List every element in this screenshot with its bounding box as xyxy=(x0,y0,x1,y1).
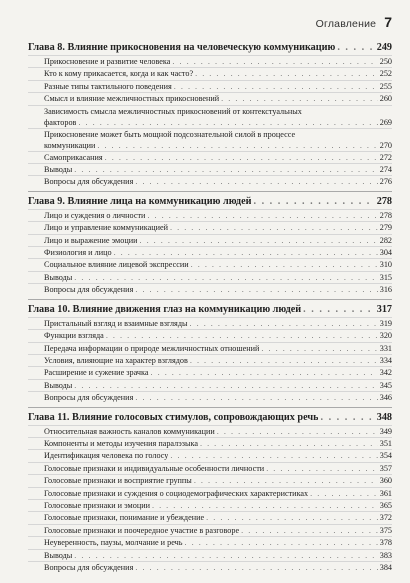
toc-entry[interactable] xyxy=(28,209,392,221)
entry-title: Голосовые признаки и эмоции xyxy=(44,500,150,510)
chapter-title: Глава 11. Влияние голосовых стимулов, сопровождающих речь xyxy=(28,411,319,423)
entry-page: 345 xyxy=(379,380,392,390)
leader-dots xyxy=(303,303,375,316)
toc-entry[interactable] xyxy=(28,329,392,341)
toc-entry[interactable] xyxy=(28,379,392,391)
entry-page: 250 xyxy=(379,57,392,66)
toc-entry[interactable] xyxy=(28,499,392,511)
toc-entry[interactable] xyxy=(28,80,392,92)
entry-page: 316 xyxy=(379,285,392,295)
leader-dots xyxy=(151,367,378,378)
entry-title: Неуверенность, паузы, молчание и речь xyxy=(44,538,183,548)
leader-dots xyxy=(74,164,377,175)
toc-entry[interactable] xyxy=(28,105,392,128)
entry-page: 304 xyxy=(379,248,392,258)
toc-entry[interactable] xyxy=(28,437,392,449)
toc-entry[interactable] xyxy=(28,536,392,548)
entry-page: 346 xyxy=(379,393,392,403)
chapter-heading[interactable] xyxy=(28,195,392,208)
entry-page: 252 xyxy=(379,69,392,79)
entry-title: Выводы xyxy=(44,380,73,390)
chapter-title: Глава 10. Влияние движения глаз на коммуникацию людей xyxy=(28,303,302,315)
toc-entry[interactable] xyxy=(28,549,392,561)
entry-title: Выводы xyxy=(44,272,73,282)
entry-title: Вопросы для обсуждения xyxy=(44,393,134,403)
entry-title: Выводы xyxy=(44,550,73,560)
entry-page: 278 xyxy=(379,210,392,220)
leader-dots xyxy=(170,222,378,233)
toc-entry[interactable] xyxy=(28,354,392,366)
leader-dots xyxy=(172,56,377,67)
entry-page: 255 xyxy=(379,81,392,91)
toc-entry[interactable] xyxy=(28,258,392,270)
toc-chapter xyxy=(28,408,392,577)
leader-dots xyxy=(97,140,377,151)
entry-title: Выводы xyxy=(44,165,73,175)
chapter-title: Глава 9. Влияние лица на коммуникацию людей xyxy=(28,195,252,207)
toc-chapter xyxy=(28,38,392,192)
toc-entry[interactable] xyxy=(28,221,392,233)
chapter-heading[interactable] xyxy=(28,411,392,424)
entry-page: 351 xyxy=(379,438,392,448)
entry-page: 334 xyxy=(379,355,392,365)
toc-entry[interactable] xyxy=(28,175,392,187)
running-head-title: Оглавление xyxy=(315,18,377,30)
entry-page: 269 xyxy=(379,117,392,127)
entry-title: Условия, влияющие на характер взглядов xyxy=(44,355,188,365)
entry-page: 383 xyxy=(379,550,392,560)
toc-entry[interactable] xyxy=(28,55,392,67)
leader-dots xyxy=(200,438,378,449)
toc-chapter xyxy=(28,192,392,300)
entry-title: Физиология и лицо xyxy=(44,248,112,258)
toc-entry[interactable] xyxy=(28,391,392,403)
leader-dots xyxy=(170,450,377,461)
entry-title: Расширение и сужение зрачка xyxy=(44,368,149,378)
leader-dots xyxy=(105,152,378,163)
leader-dots xyxy=(147,210,377,221)
leader-dots xyxy=(174,81,378,92)
leader-dots xyxy=(253,195,374,208)
toc-entry[interactable] xyxy=(28,487,392,499)
toc-entry[interactable] xyxy=(28,234,392,246)
entry-page: 272 xyxy=(379,152,392,162)
entry-title: Голосовые признаки и суждения о социодемографических характеристиках xyxy=(44,488,309,498)
entry-title: Идентификация человека по голосу xyxy=(44,451,169,461)
toc-entry[interactable] xyxy=(28,449,392,461)
entry-page: 357 xyxy=(379,463,392,473)
entry-title: Прикосновение и развитие человека xyxy=(44,57,171,66)
toc-entry[interactable] xyxy=(28,524,392,536)
entry-page: 360 xyxy=(379,476,392,486)
entry-title: Функции взгляда xyxy=(44,331,104,341)
toc-entry[interactable] xyxy=(28,163,392,175)
leader-dots xyxy=(78,117,377,128)
toc-entry[interactable] xyxy=(28,128,392,151)
entry-page: 320 xyxy=(379,331,392,341)
toc-entry[interactable] xyxy=(28,342,392,354)
leader-dots xyxy=(320,411,374,424)
leader-dots xyxy=(310,488,378,499)
entry-title: Социальное влияние лицевой экспрессии xyxy=(44,260,189,270)
leader-dots xyxy=(190,318,378,329)
entry-page: 276 xyxy=(379,177,392,187)
leader-dots xyxy=(139,235,377,246)
toc-entry[interactable] xyxy=(28,366,392,378)
entry-title: Голосовые признаки и индивидуальные особенности личности xyxy=(44,463,265,473)
entry-page: 270 xyxy=(379,140,392,150)
chapter-page: 348 xyxy=(376,411,392,423)
chapter-heading[interactable] xyxy=(28,41,392,54)
leader-dots xyxy=(152,500,378,511)
leader-dots xyxy=(261,343,377,354)
entry-title: Смысл и влияние межличностных прикосновений xyxy=(44,94,220,104)
leader-dots xyxy=(266,463,378,474)
page-number: 7 xyxy=(384,14,392,30)
toc-entry[interactable] xyxy=(28,67,392,79)
leader-dots xyxy=(114,247,378,258)
entry-title: Вопросы для обсуждения xyxy=(44,563,134,572)
entry-page: 349 xyxy=(379,426,392,436)
leader-dots xyxy=(190,355,378,366)
leader-dots xyxy=(195,68,378,79)
chapter-heading[interactable] xyxy=(28,303,392,316)
entry-page: 384 xyxy=(379,563,392,572)
toc-entry[interactable] xyxy=(28,271,392,283)
leader-dots xyxy=(74,380,377,391)
chapter-page: 317 xyxy=(376,303,392,315)
toc-entry[interactable] xyxy=(28,246,392,258)
entry-page: 342 xyxy=(379,368,392,378)
leader-dots xyxy=(135,176,377,187)
toc-entry[interactable] xyxy=(28,474,392,486)
leader-dots xyxy=(185,537,378,548)
leader-dots xyxy=(106,330,378,341)
chapter-page: 249 xyxy=(376,42,392,53)
toc-entry[interactable] xyxy=(28,561,392,573)
chapter-title: Глава 8. Влияние прикосновения на человеческую коммуникацию xyxy=(28,42,336,53)
entry-page: 361 xyxy=(379,488,392,498)
toc-entry[interactable] xyxy=(28,151,392,163)
leader-dots xyxy=(135,284,377,295)
chapter-page: 278 xyxy=(376,195,392,207)
leader-dots xyxy=(191,259,378,270)
entry-title: Компоненты и методы изучения паралэзыка xyxy=(44,438,198,448)
entry-title: Прикосновение может быть мощной подсознательной силой в процессе xyxy=(44,129,296,139)
entry-page: 310 xyxy=(379,260,392,270)
page-header xyxy=(316,14,392,30)
entry-page: 319 xyxy=(379,318,392,328)
entry-title: Зависимость смысла межличностных прикосновений от контекстуальных xyxy=(44,106,302,116)
leader-dots xyxy=(206,512,378,523)
leader-dots xyxy=(194,475,378,486)
entry-title: Лицо и суждения о личности xyxy=(44,210,146,220)
leader-dots xyxy=(221,93,378,104)
toc-entry[interactable] xyxy=(28,511,392,523)
entry-title: Вопросы для обсуждения xyxy=(44,177,134,187)
entry-page: 372 xyxy=(379,513,392,523)
entry-title: Разные типы тактильного поведения xyxy=(44,81,172,91)
leader-dots xyxy=(241,525,378,536)
leader-dots xyxy=(74,550,377,561)
toc-entry[interactable] xyxy=(28,425,392,437)
entry-title: Кто к кому прикасается, когда и как часто? xyxy=(44,69,194,79)
entry-title: Лицо и выражение эмоции xyxy=(44,235,138,245)
toc-entry[interactable] xyxy=(28,317,392,329)
table-of-contents xyxy=(28,38,392,576)
entry-page: 378 xyxy=(379,538,392,548)
entry-page: 331 xyxy=(379,343,392,353)
entry-title: Пристальный взгляд и взаимные взгляды xyxy=(44,318,188,328)
leader-dots xyxy=(74,272,377,283)
toc-chapter xyxy=(28,300,392,408)
toc-entry[interactable] xyxy=(28,462,392,474)
toc-entry[interactable] xyxy=(28,283,392,295)
toc-entry[interactable] xyxy=(28,92,392,104)
entry-page: 260 xyxy=(379,94,392,104)
entry-page: 282 xyxy=(379,235,392,245)
entry-title: Голосовые признаки, понимание и убеждение xyxy=(44,513,205,523)
entry-title: Относительная важность каналов коммуникации xyxy=(44,426,215,436)
entry-page: 354 xyxy=(379,451,392,461)
leader-dots xyxy=(135,562,377,573)
entry-title-cont: коммуникации xyxy=(44,140,96,150)
entry-title: Голосовые признаки и поочередное участие в разговоре xyxy=(44,525,240,535)
entry-page: 274 xyxy=(379,165,392,175)
entry-page: 375 xyxy=(379,525,392,535)
entry-title: Самоприкасания xyxy=(44,152,103,162)
leader-dots xyxy=(337,41,374,54)
leader-dots xyxy=(135,392,377,403)
entry-title: Голосовые признаки и восприятие группы xyxy=(44,476,192,486)
entry-title: Передача информации о природе межличностных отношений xyxy=(44,343,260,353)
leader-dots xyxy=(217,426,378,437)
entry-page: 365 xyxy=(379,500,392,510)
entry-title-cont: факторов xyxy=(44,117,77,127)
entry-page: 315 xyxy=(379,272,392,282)
entry-page: 279 xyxy=(379,223,392,233)
entry-title: Вопросы для обсуждения xyxy=(44,285,134,295)
entry-title: Лицо и управление коммуникацией xyxy=(44,223,168,233)
